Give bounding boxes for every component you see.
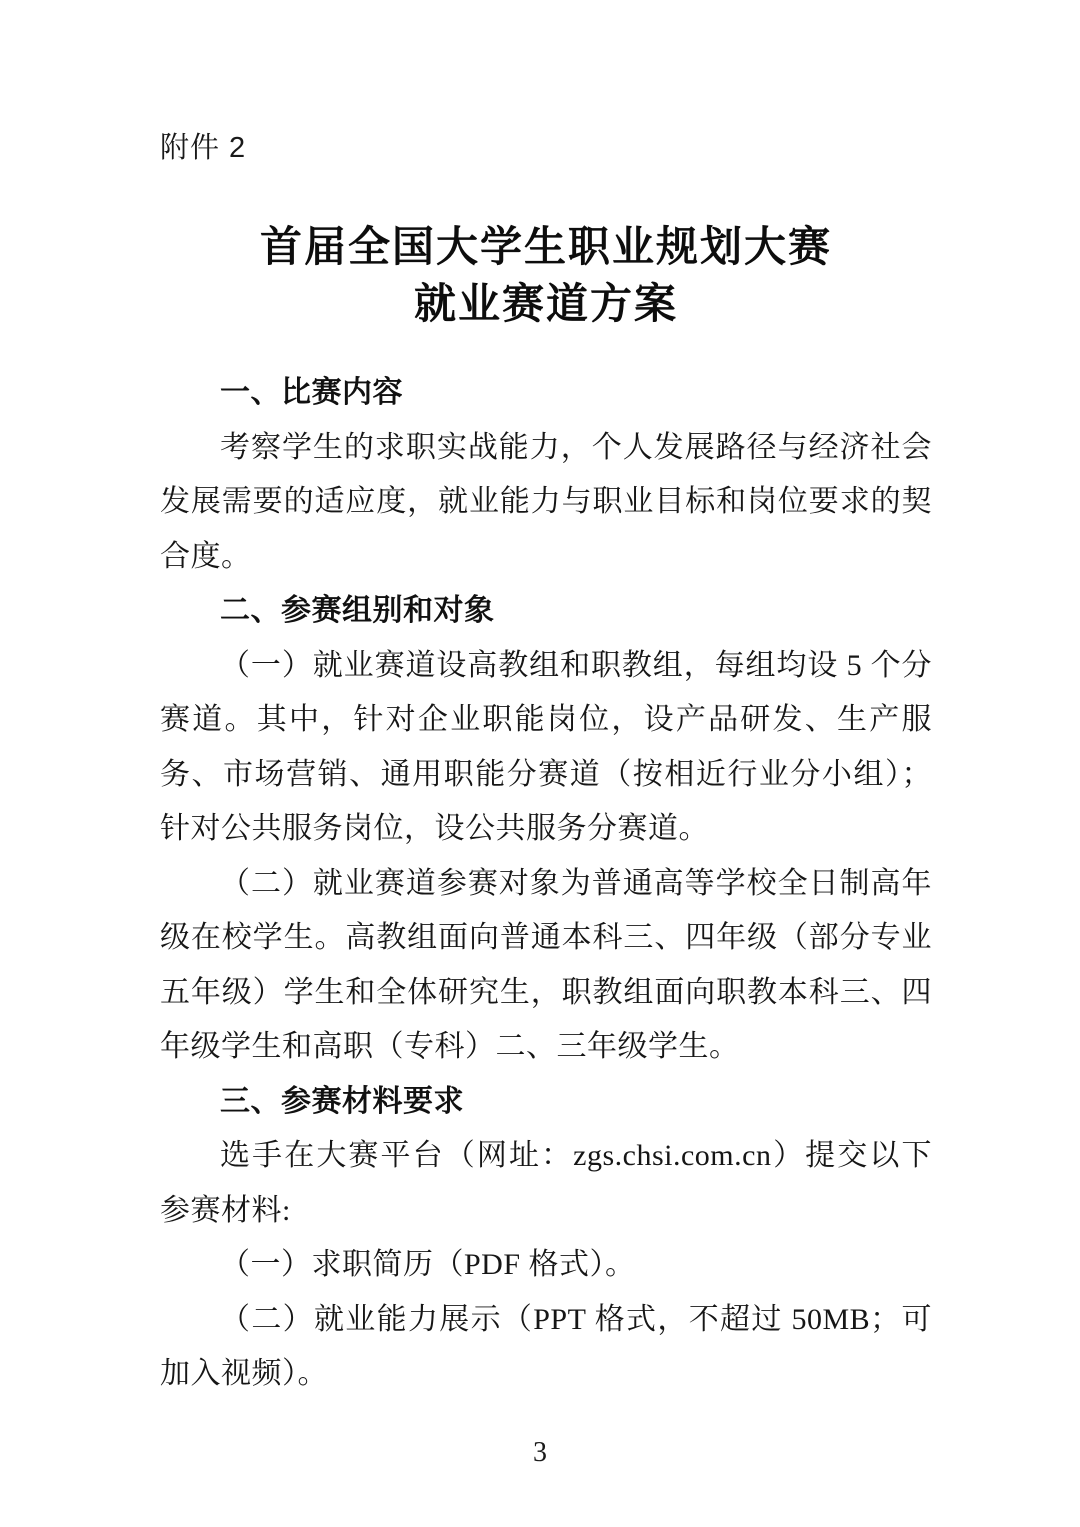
section-heading-1: 一、比赛内容 xyxy=(220,376,403,409)
document-body xyxy=(160,366,932,1402)
document-title-line2: 就业赛道方案 xyxy=(413,282,678,328)
document-title xyxy=(160,220,932,334)
paragraph: （一）就业赛道设高教组和职教组，每组均设 5 个分赛道。其中，针对企业职能岗位，设产品研发、生产服务、市场营销、通用职能分赛道（按相近行业分小组）；针对公共服务岗位，设公共服务分赛道。 xyxy=(160,648,932,845)
paragraph: 考察学生的求职实战能力，个人发展路径与经济社会发展需要的适应度，就业能力与职业目标和岗位要求的契合度。 xyxy=(160,430,932,573)
section-heading-2: 二、参赛组别和对象 xyxy=(220,594,495,627)
section-heading-3: 三、参赛材料要求 xyxy=(220,1084,464,1118)
document-title-line1: 首届全国大学生职业规划大赛 xyxy=(259,225,832,271)
page-number: 3 xyxy=(533,1437,547,1468)
attachment-label: 附件 2 xyxy=(160,132,247,164)
paragraph: （二）就业能力展示（PPT 格式，不超过 50MB；可加入视频）。 xyxy=(160,1302,932,1390)
paragraph: （一）求职简历（PDF 格式）。 xyxy=(220,1248,636,1281)
paragraph: 选手在大赛平台（网址：zgs.chsi.com.cn）提交以下参赛材料: xyxy=(160,1139,932,1227)
paragraph: （二）就业赛道参赛对象为普通高等学校全日制高年级在校学生。高教组面向普通本科三、四年级（部分专业五年级）学生和全体研究生，职教组面向职教本科三、四年级学生和高职（专科）二、三年级学生。 xyxy=(160,866,932,1063)
